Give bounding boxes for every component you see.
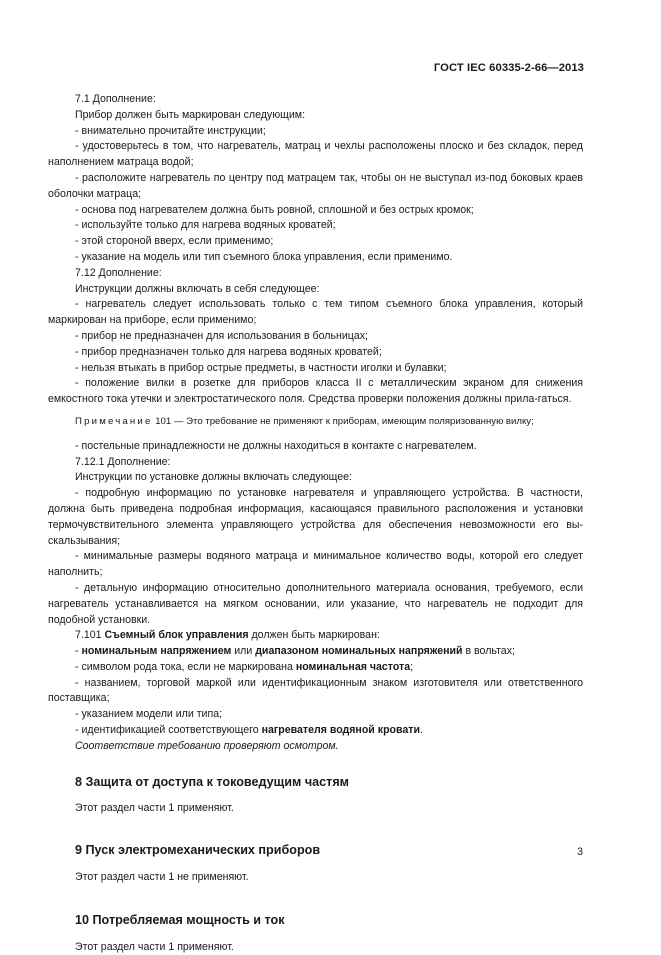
list-item: - основа под нагревателем должна быть ровной, сплошной и без острых кромок; [75, 203, 474, 216]
list-item [48, 660, 583, 676]
list-item: - этой стороной вверх, если применимо; [75, 235, 274, 248]
list-item: - подробную информацию по установке нагревателя и управляющего устройства. В частности, должна быть приведена подробная информация, касающаяся правильного расположения и установки термочувствительного элемента управляющего устройства для обеспечения невозможности его вы-скальзывания; [48, 487, 583, 547]
list-item: - прибор не предназначен для использования в больницах; [75, 329, 368, 342]
list-item: - постельные принадлежности не должны находиться в контакте с нагревателем. [75, 439, 477, 452]
list-item: - прибор предназначен только для нагрева водяных кроватей; [75, 345, 382, 358]
clause-7-12-1-heading: 7.12.1 Дополнение: [75, 455, 171, 468]
list-item: - используйте только для нагрева водяных кроватей; [75, 219, 336, 232]
list-item: - нельзя втыкать в прибор острые предметы, в частности иголки и булавки; [75, 361, 447, 374]
list-item [48, 723, 583, 739]
item-text: - [75, 645, 82, 658]
document-body [48, 92, 583, 955]
list-item: - расположите нагреватель по центру под матрацем так, чтобы он не выступал из-под боковых краев оболочки матраца; [48, 171, 583, 200]
list-item [48, 644, 583, 660]
list-item: - указанием модели или типа; [75, 708, 223, 721]
page-number: 3 [577, 846, 583, 858]
item-text: - идентификацией соответствующего [75, 724, 262, 737]
clause-7-1-heading: 7.1 Дополнение: [75, 93, 156, 105]
section-8-text: Этот раздел части 1 применяют. [75, 802, 234, 815]
document-code: ГОСТ IEC 60335-2-66—2013 [433, 62, 584, 74]
clause-7-101 [48, 628, 583, 644]
list-item: - названием, торговой маркой или идентификационным знаком изготовителя или ответственного поставщика; [48, 676, 583, 705]
list-item: - удостоверьтесь в том, что нагреватель, матрац и чехлы расположены плоско и без складок, перед наполнением матраца водой; [48, 140, 583, 169]
list-item: - положение вилки в розетке для приборов класса II с металлическим экраном для снижения емкостного тока утечки и электростатического поля. Средства проверки положения должны прила-гаться. [48, 377, 583, 406]
section-8-title: 8 Защита от доступа к токоведущим частям [75, 774, 349, 789]
defined-term: Съемный блок управления [104, 629, 249, 642]
clause-text: должен быть маркирован: [251, 629, 380, 642]
list-item: - указание на модель или тип съемного блока управления, если применимо. [75, 250, 453, 263]
defined-term: номинальная частота [295, 660, 411, 673]
item-text: - символом рода тока, если не маркирована [75, 660, 296, 673]
item-text: или [231, 645, 256, 658]
clause-7-12-intro: Инструкции должны включать в себя следующее: [75, 282, 320, 295]
list-item: - нагреватель следует использовать только с тем типом съемного блока управления, который маркирован на приборе, если применимо; [48, 298, 583, 327]
item-text: ; [410, 660, 414, 673]
list-item: - внимательно прочитайте инструкции; [75, 124, 266, 137]
item-text: в вольтах; [462, 645, 515, 658]
clause-7-12-1-intro: Инструкции по установке должны включать следующее: [75, 471, 352, 484]
section-9-title: 9 Пуск электромеханических приборов [75, 843, 321, 858]
section-10-text: Этот раздел части 1 применяют. [75, 940, 234, 953]
defined-term: диапазоном номинальных напряжений [255, 645, 463, 658]
section-10-title: 10 Потребляемая мощность и ток [75, 912, 285, 927]
section-9-text: Этот раздел части 1 не применяют. [75, 871, 249, 884]
list-item: - минимальные размеры водяного матраца и минимальное количество воды, которой его следует наполнить; [48, 550, 583, 579]
note-text: 101 — Это требование не применяют к приборам, имеющим поляризованную вилку; [155, 415, 534, 427]
note [48, 414, 583, 430]
clause-number: 7.101 [75, 629, 102, 642]
compliance-statement: Соответствие требованию проверяют осмотром. [75, 739, 339, 752]
item-text: . [419, 724, 423, 737]
defined-term: нагревателя водяной кровати [261, 724, 420, 737]
list-item: - детальную информацию относительно дополнительного материала основания, требуемого, если нагреватель устанавливается на мягком основании, или указание, что нагреватель не подходит для подобной установки. [48, 581, 583, 626]
clause-7-12-heading: 7.12 Дополнение: [75, 266, 162, 279]
defined-term: номинальным напряжением [81, 645, 232, 658]
note-label: Примечание [75, 415, 153, 427]
clause-7-1-intro: Прибор должен быть маркирован следующим: [75, 108, 306, 121]
